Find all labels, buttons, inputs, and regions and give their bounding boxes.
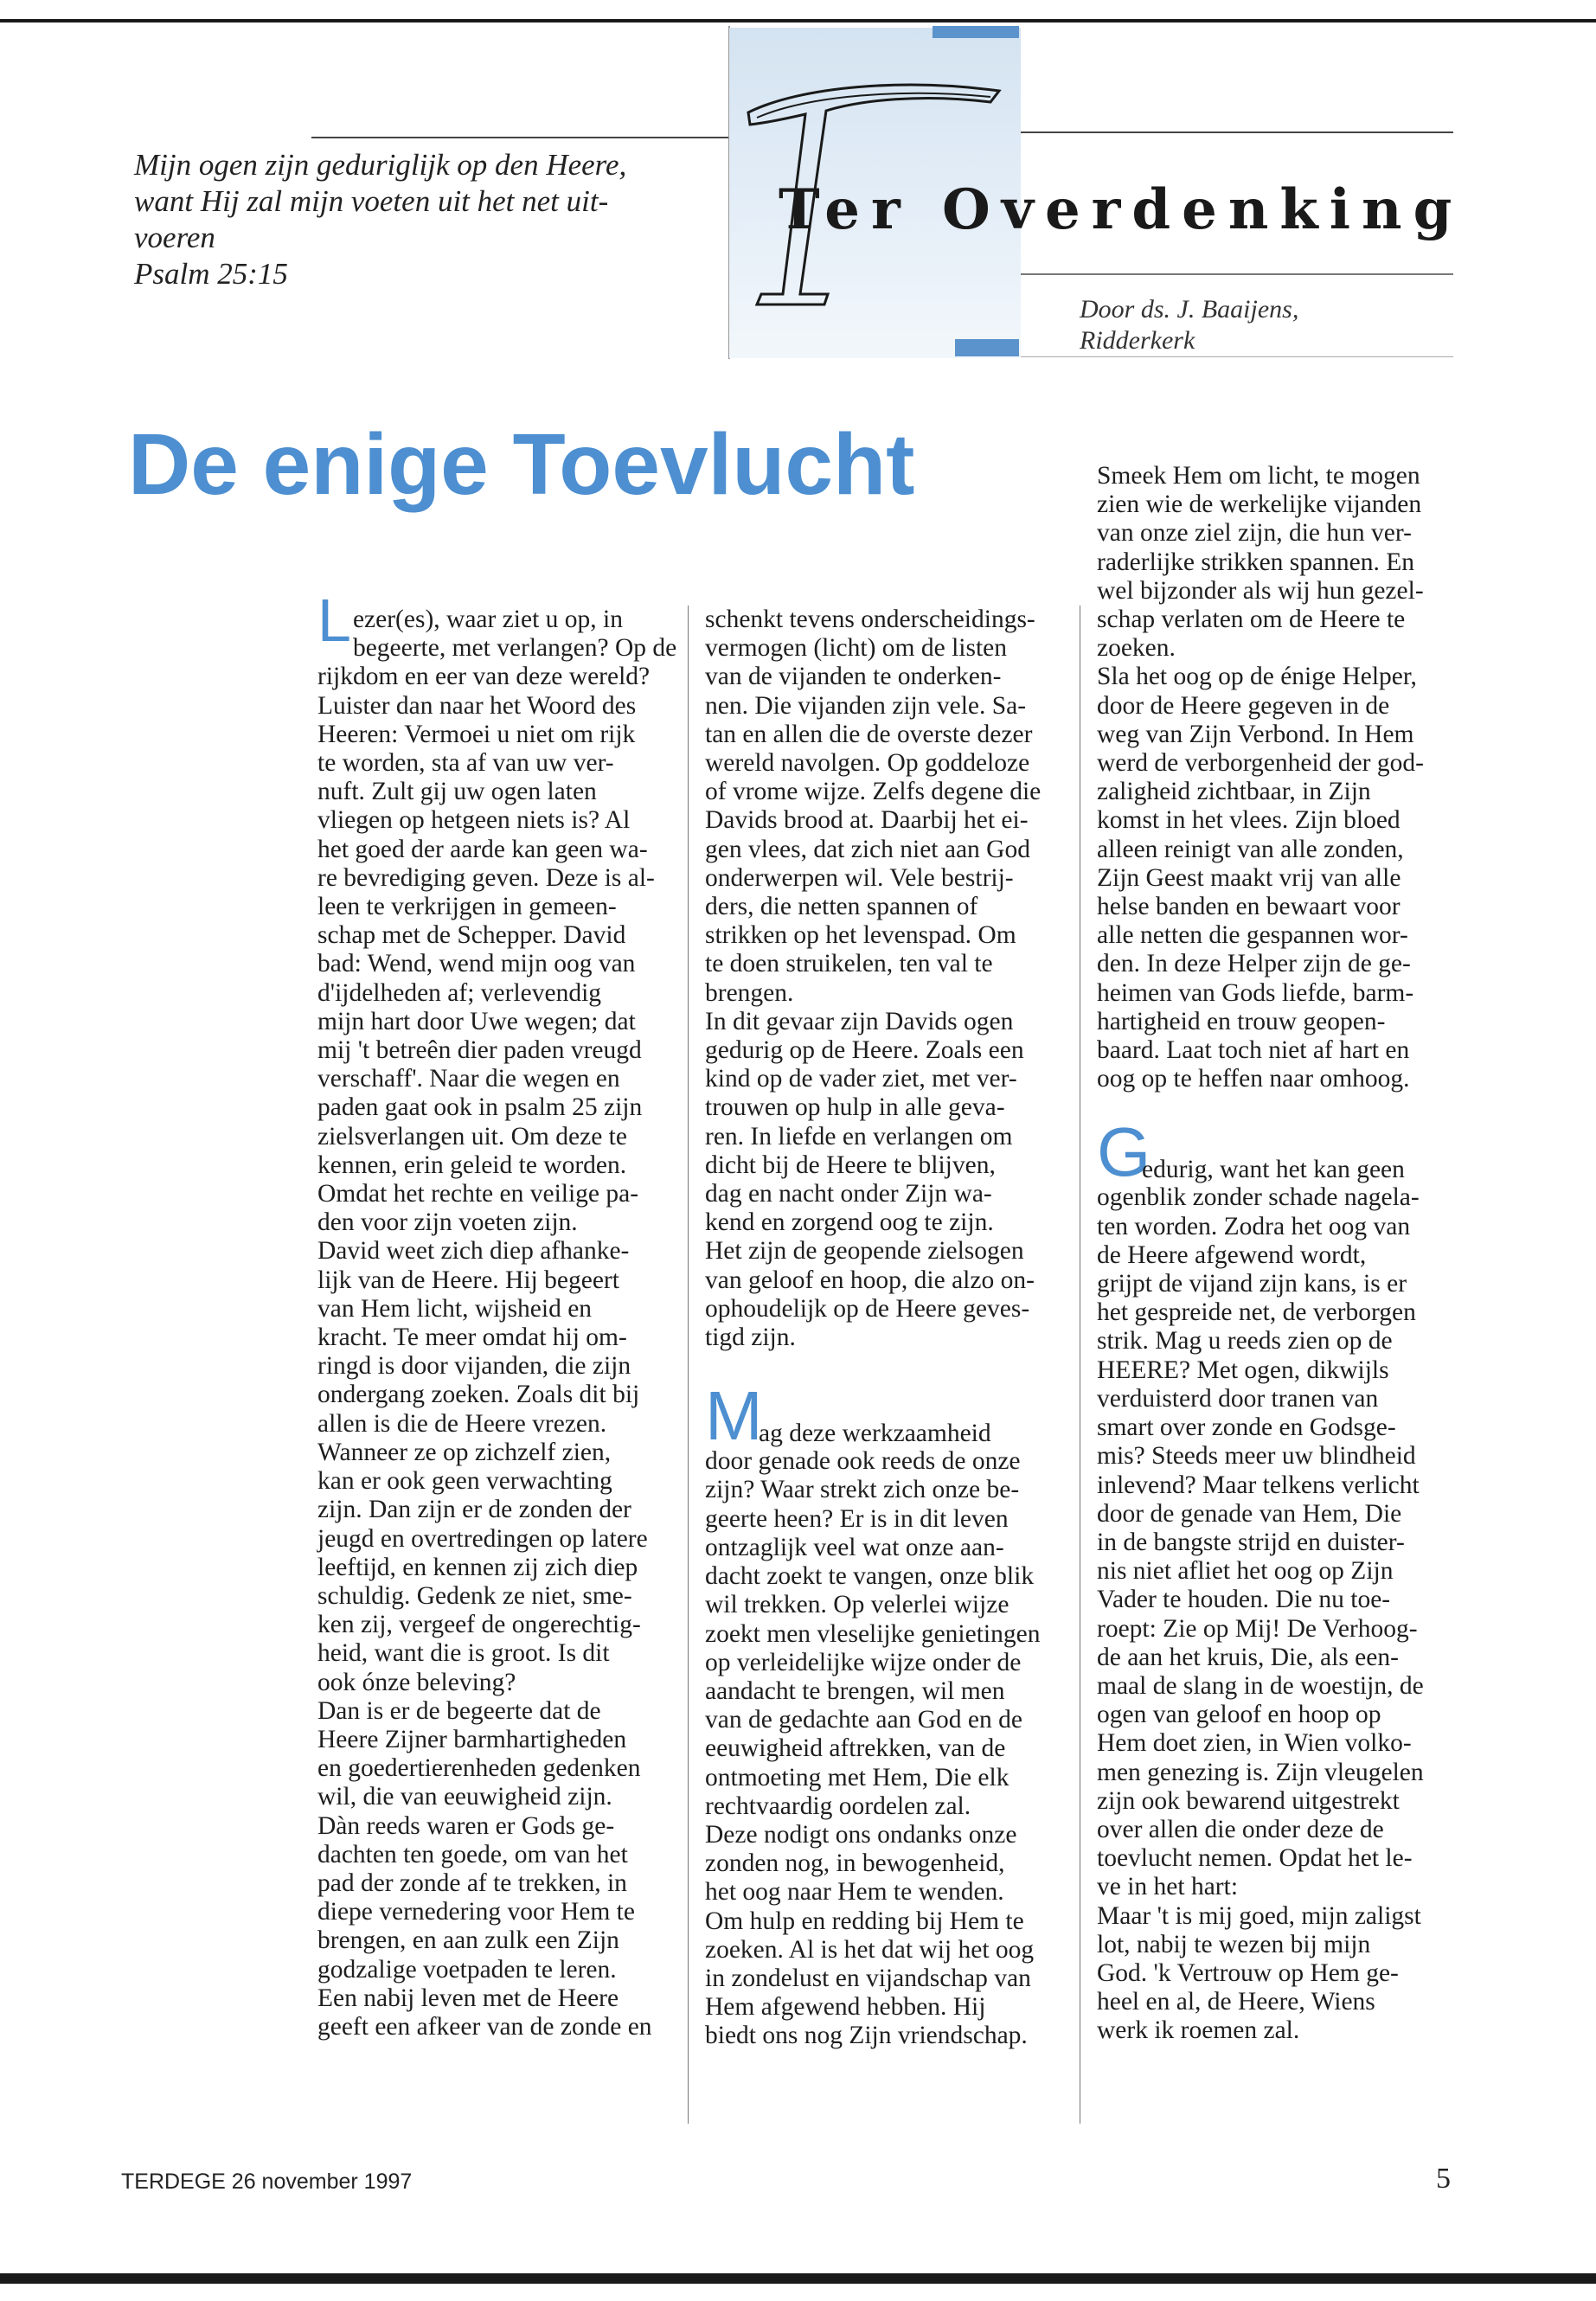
text-line: ag deze werkzaamheid [759, 1420, 991, 1448]
text-line: Luister dan naar het Woord des [317, 691, 637, 720]
text-line: nis niet afliet het oog op Zijn [1097, 1557, 1394, 1586]
text-line: door de genade van Hem, Die [1097, 1499, 1402, 1528]
text-line: van de vijanden te onderken- [705, 663, 1002, 691]
text-line: nen. Die vijanden zijn vele. Sa- [705, 691, 1027, 720]
drop-cap: M [705, 1377, 763, 1455]
text-line: Hem doet zien, in Wien volko- [1097, 1729, 1412, 1758]
text-line: Wanneer ze op zichzelf zien, [317, 1438, 612, 1466]
text-line: kracht. Te meer omdat hij om- [317, 1324, 627, 1352]
text-line: begeerte, met verlangen? Op de [352, 634, 677, 663]
text-line: de Heere afgewend wordt, [1097, 1240, 1367, 1269]
text-line: den. In deze Helper zijn de ge- [1097, 950, 1411, 978]
text-line: Heere Zijner barmhartigheden [317, 1725, 627, 1753]
text-line: schap verlaten om de Heere te [1097, 606, 1406, 634]
column-text [1097, 462, 1460, 1093]
text-line: zonden nog, in bewogenheid, [705, 1849, 1005, 1878]
text-line: mij 't betreên dier paden vreugd [317, 1036, 642, 1065]
top-rule [0, 19, 1596, 22]
accent-bar-bottom [955, 339, 1019, 356]
text-line: Zijn Geest maakt vrij van alle [1097, 863, 1401, 892]
quote-line: voeren [134, 221, 215, 254]
text-line: Smeek Hem om licht, te mogen [1097, 462, 1420, 490]
text-line: komst in het vlees. Zijn bloed [1097, 806, 1401, 835]
text-line: brengen, en aan zulk een Zijn [317, 1926, 619, 1955]
text-line: heimen van Gods liefde, barm- [1097, 978, 1414, 1007]
text-line: mis? Steeds meer uw blindheid [1097, 1442, 1416, 1471]
text-line: verschaff'. Naar die wegen en [317, 1065, 620, 1093]
byline [1080, 294, 1298, 356]
quote-line: Mijn ogen zijn geduriglijk op den Heere, [134, 148, 627, 182]
text-line: tan en allen die de overste dezer [705, 720, 1033, 748]
text-line: brengen. [705, 978, 794, 1007]
text-line: dachten ten goede, om van het [317, 1840, 628, 1868]
text-line: ders, die netten spannen of [705, 893, 978, 921]
text-line: mijn hart door Uwe wegen; dat [317, 1007, 636, 1035]
text-line: jeugd en overtredingen op latere [317, 1524, 648, 1553]
text-line: godzalige voetpaden te leren. [317, 1955, 617, 1984]
text-line: gen vlees, dat zich niet aan God [705, 835, 1030, 863]
text-line: geerte heen? Er is in dit leven [705, 1504, 1009, 1533]
text-line: men genezing is. Zijn vleugelen [1097, 1758, 1424, 1786]
text-line: zielsverlangen uit. Om deze te [317, 1122, 627, 1150]
text-line: helse banden en bewaart voor [1097, 893, 1401, 921]
text-line: het goed der aarde kan geen wa- [317, 835, 648, 863]
byline-line: Ridderkerk [1080, 326, 1195, 355]
quote-rule [311, 137, 729, 138]
text-line: leeftijd, en kennen zij zich diep [317, 1553, 638, 1581]
text-line: roept: Zie op Mij! De Verhoog- [1097, 1614, 1418, 1643]
text-line: Een nabij leven met de Heere [317, 1984, 619, 2012]
column-text [705, 1447, 1068, 2050]
text-line: In dit gevaar zijn Davids ogen [705, 1007, 1014, 1035]
text-line: of vrome wijze. Zelfs degene die [705, 778, 1042, 806]
article-column-1 [317, 586, 677, 2041]
text-line: schap met de Schepper. David [317, 921, 626, 950]
text-line: schenkt tevens onderscheidings- [705, 606, 1035, 633]
text-line: dag en nacht onder Zijn wa- [705, 1180, 992, 1208]
article-title: De enige Toevlucht [128, 416, 915, 513]
text-line: strik. Mag u reeds zien op de [1097, 1327, 1393, 1356]
text-line: wel bijzonder als wij hun gezel- [1097, 576, 1424, 605]
text-line: wil, die van eeuwigheid zijn. [317, 1783, 612, 1811]
text-line: geeft een afkeer van de zonde en [317, 2012, 652, 2041]
text-line: Davids brood at. Daarbij het ei- [705, 806, 1029, 835]
column-divider [688, 606, 689, 2124]
text-line: en goedertierenheden gedenken [317, 1754, 641, 1783]
text-line: ten worden. Zodra het oog van [1097, 1212, 1411, 1240]
column-text [317, 634, 677, 2041]
text-line: Sla het oog op de énige Helper, [1097, 663, 1417, 691]
text-line: tigd zijn. [705, 1324, 796, 1352]
text-line: bad: Wend, wend mijn oog van [317, 950, 636, 978]
text-line: te worden, sta af van uw ver- [317, 749, 614, 778]
text-line: eeuwigheid aftrekken, van de [705, 1734, 1006, 1763]
text-line: hartigheid en trouw geopen- [1097, 1007, 1386, 1035]
text-line: ringd is door vijanden, die zijn [317, 1352, 631, 1381]
text-line: rijkdom en eer van deze wereld? [317, 663, 651, 691]
text-line: alle netten die gespannen wor- [1097, 921, 1408, 950]
text-line: Deze nodigt ons ondanks onze [705, 1820, 1017, 1849]
text-line: biedt ons nog Zijn vriendschap. [705, 2022, 1028, 2050]
text-line: re bevrediging geven. Deze is al- [317, 863, 655, 892]
text-line: over allen die onder deze de [1097, 1815, 1384, 1843]
text-line: wil trekken. Op velerlei wijze [705, 1591, 1010, 1619]
publication-footer: TERDEGE 26 november 1997 [121, 2170, 413, 2194]
text-line: ve in het hart: [1097, 1873, 1239, 1901]
text-line: van Hem licht, wijsheid en [317, 1294, 593, 1323]
text-line: Dàn reeds waren er Gods ge- [317, 1811, 615, 1840]
paragraph-start [1097, 1113, 1460, 1191]
text-line: schuldig. Gedenk ze niet, sme- [317, 1581, 632, 1610]
text-line: zaligheid zichtbaar, in Zijn [1097, 778, 1371, 806]
quote-line: Psalm 25:15 [134, 257, 288, 291]
text-line: Dan is er de begeerte dat de [317, 1696, 601, 1725]
text-line: inlevend? Maar telkens verlicht [1097, 1471, 1420, 1499]
article-column-3 [1097, 462, 1460, 2046]
text-line: toevlucht nemen. Opdat het le- [1097, 1844, 1413, 1873]
text-line: aandacht te brengen, wil men [705, 1676, 1005, 1705]
drop-cap: L [317, 586, 351, 654]
text-line: leen te verkrijgen in gemeen- [317, 893, 617, 921]
text-line: kennen, erin geleid te worden. [317, 1150, 627, 1179]
text-line: Vader te houden. Die nu toe- [1097, 1586, 1391, 1614]
text-line: strikken op het levenspad. Om [705, 921, 1016, 950]
text-line: zoekt men vleselijke genietingen [705, 1619, 1041, 1648]
text-line: te doen struikelen, ten val te [705, 950, 993, 978]
text-line: werk ik roemen zal. [1097, 2016, 1300, 2045]
text-line: vermogen (licht) om de listen [705, 634, 1007, 663]
text-line: zoeken. [1097, 634, 1176, 663]
drop-cap: G [1097, 1113, 1151, 1191]
text-line: door genade ook reeds de onze [705, 1447, 1021, 1476]
text-line: ken zij, vergeef de ongerechtig- [317, 1611, 641, 1639]
text-line: raderlijke strikken spannen. En [1097, 548, 1414, 576]
text-line: onderwerpen wil. Vele bestrij- [705, 863, 1014, 892]
text-line: ogen van geloof en hoop op [1097, 1701, 1381, 1729]
text-line: ogenblik zonder schade nagela- [1097, 1183, 1420, 1212]
text-line: God. 'k Vertrouw op Hem ge- [1097, 1958, 1399, 1987]
text-line: van de gedachte aan God en de [705, 1706, 1022, 1734]
text-line: smart over zonde en Godsge- [1097, 1413, 1396, 1442]
text-line: Het zijn de geopende zielsogen [705, 1237, 1024, 1266]
text-line: dacht zoekt te vangen, onze blik [705, 1562, 1035, 1591]
text-line: heel en al, de Heere, Wiens [1097, 1988, 1375, 2016]
column-text [705, 606, 1068, 1352]
text-line: d'ijdelheden af; verlevendig [317, 978, 602, 1007]
text-line: Om hulp en redding bij Hem te [705, 1907, 1024, 1935]
text-line: zoeken. Al is het dat wij het oog [705, 1935, 1035, 1964]
text-line: lijk van de Heere. Hij begeert [317, 1266, 619, 1294]
text-line: vliegen op hetgeen niets is? Al [317, 806, 631, 835]
text-line: lot, nabij te wezen bij mijn [1097, 1930, 1371, 1958]
text-line: zijn? Waar strekt zich onze be- [705, 1476, 1020, 1504]
text-line: baard. Laat toch niet af hart en [1097, 1036, 1410, 1065]
header-rule-mid [1021, 273, 1453, 275]
text-line: weg van Zijn Verbond. In Hem [1097, 720, 1414, 748]
text-line: edurig, want het kan geen [1142, 1156, 1405, 1184]
text-line: grijpt de vijand zijn kans, is er [1097, 1270, 1407, 1298]
text-line: Omdat het rechte en veilige pa- [317, 1180, 639, 1208]
text-line: door de Heere gegeven in de [1097, 691, 1390, 720]
paragraph-start [705, 1377, 1068, 1455]
text-line: Maar 't is mij goed, mijn zaligst [1097, 1901, 1421, 1930]
text-line: diepe vernedering voor Hem te [317, 1898, 635, 1926]
text-line: ezer(es), waar ziet u op, in [352, 606, 623, 633]
text-line: oog op te heffen naar omhoog. [1097, 1065, 1410, 1093]
text-line: maal de slang in de woestijn, de [1097, 1671, 1424, 1700]
text-line: ophoudelijk op de Heere geves- [705, 1294, 1030, 1323]
text-line: zijn. Dan zijn er de zonden der [317, 1496, 631, 1524]
text-line: het oog naar Hem te wenden. [705, 1878, 1004, 1907]
text-line: gedurig op de Heere. Zoals een [705, 1036, 1024, 1065]
text-line: den voor zijn voeten zijn. [317, 1208, 578, 1237]
text-line: ook ónze beleving? [317, 1668, 516, 1696]
text-line: trouwen op hulp in alle geva- [705, 1093, 1005, 1122]
article-column-2 [705, 606, 1068, 2051]
text-line: ontmoeting met Hem, Die elk [705, 1763, 1010, 1791]
accent-bar-top [933, 26, 1019, 38]
text-line: HEERE? Met ogen, dikwijls [1097, 1356, 1389, 1384]
bottom-rule [0, 2273, 1596, 2284]
byline-line: Door ds. J. Baaijens, [1080, 295, 1299, 324]
column-text [1097, 1183, 1460, 2045]
paragraph-gap [1097, 1093, 1460, 1126]
text-line: allen is die de Heere vrezen. [317, 1409, 607, 1438]
quote-line: want Hij zal mijn voeten uit het net uit- [134, 184, 609, 218]
text-line: verduisterd door tranen van [1097, 1384, 1379, 1413]
text-line: ontzaglijk veel wat onze aan- [705, 1533, 1004, 1561]
header-quote [134, 147, 670, 292]
header-rule-bottom [1021, 356, 1453, 357]
text-line: in de bangste strijd en duister- [1097, 1528, 1405, 1556]
header-rule-top [1021, 131, 1453, 133]
text-line: op verleidelijke wijze onder de [705, 1648, 1022, 1676]
text-line: zien wie de werkelijke vijanden [1097, 490, 1422, 519]
page-number: 5 [1436, 2163, 1451, 2195]
text-line: het gespreide net, de verborgen [1097, 1298, 1416, 1327]
text-line: pad der zonde af te trekken, in [317, 1868, 627, 1897]
text-line: dicht bij de Heere te blijven, [705, 1150, 996, 1179]
text-line: van onze ziel zijn, die hun ver- [1097, 519, 1412, 548]
text-line: wereld navolgen. Op goddeloze [705, 749, 1030, 778]
text-line: David weet zich diep afhanke- [317, 1237, 630, 1266]
text-line: werd de verborgenheid der god- [1097, 749, 1424, 778]
text-line: ondergang zoeken. Zoals dit bij [317, 1381, 640, 1409]
text-line: de aan het kruis, Die, als een- [1097, 1643, 1399, 1671]
text-line: rechtvaardig oordelen zal. [705, 1791, 971, 1820]
text-line: kend en zorgend oog te zijn. [705, 1208, 994, 1237]
text-line: Heeren: Vermoei u niet om rijk [317, 720, 636, 748]
text-line: ren. In liefde en verlangen om [705, 1122, 1013, 1150]
text-line: paden gaat ook in psalm 25 zijn [317, 1093, 643, 1122]
section-title: Ter Overdenking [779, 177, 1464, 242]
text-line: alleen reinigt van alle zonden, [1097, 835, 1404, 863]
text-line: van geloof en hoop, die alzo on- [705, 1266, 1035, 1294]
text-line: heid, want die is groot. Is dit [317, 1639, 610, 1668]
text-line: nuft. Zult gij uw ogen laten [317, 778, 597, 806]
text-line: zijn ook bewarend uitgestrekt [1097, 1786, 1400, 1815]
text-line: kan er ook geen verwachting [317, 1467, 612, 1496]
text-line: kind op de vader ziet, met ver- [705, 1065, 1017, 1093]
text-line: Hem afgewend hebben. Hij [705, 1993, 986, 2022]
text-line: in zondelust en vijandschap van [705, 1964, 1031, 1992]
